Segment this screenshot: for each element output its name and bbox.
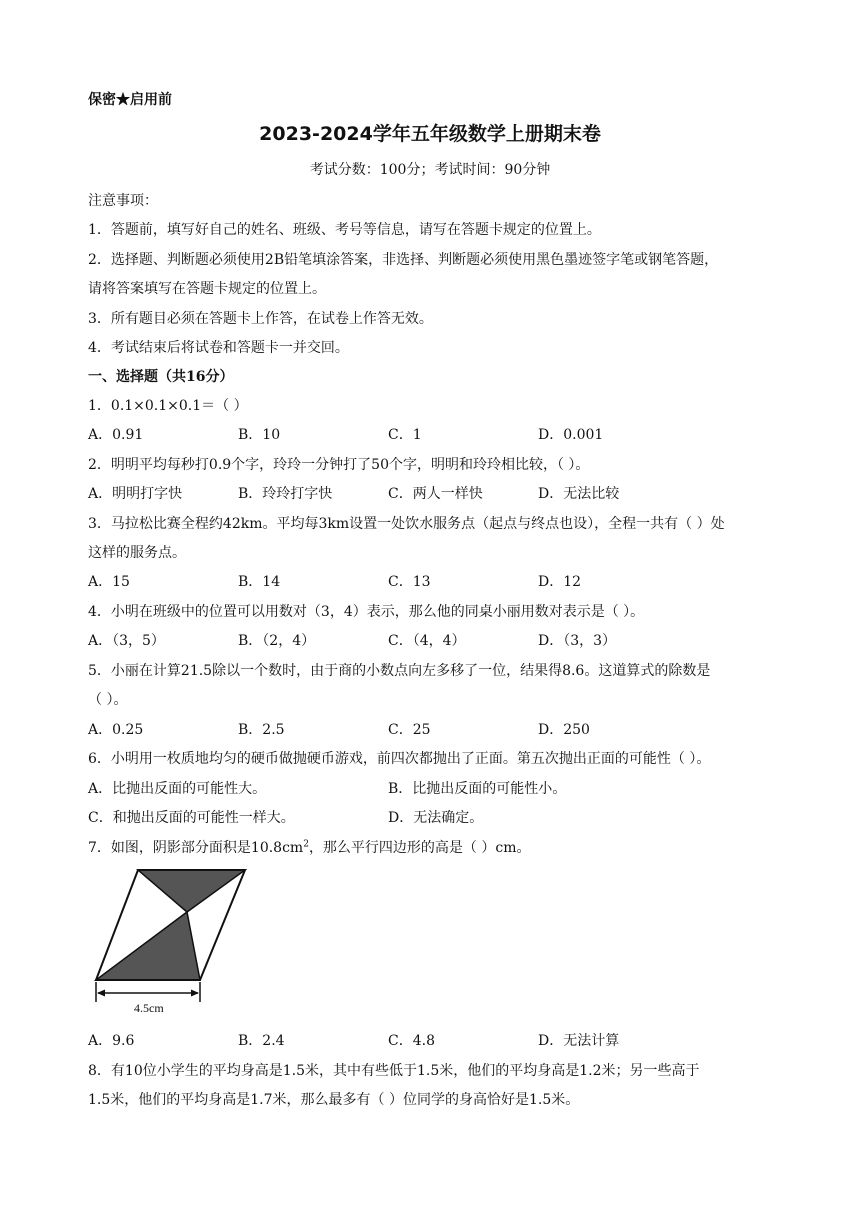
question-2-stem: 2．明明平均每秒打0.9个字，玲玲一分钟打了50个字，明明和玲玲相比较，（ ）。 [88,457,590,473]
notice-item: 4．考试结束后将试卷和答题卡一并交回。 [88,340,349,356]
q7-stem-part-a: 7．如图，阴影部分面积是10.8cm [88,840,304,856]
question-4-stem: 4．小明在班级中的位置可以用数对（3，4）表示，那么他的同桌小丽用数对表示是（ ）。 [88,604,645,620]
q4-option-b: B．（2，4） [238,633,316,649]
q7-option-b: B．2.4 [238,1033,285,1049]
q2-option-a: A．明明打字快 [88,486,183,502]
q5-option-a: A．0.25 [88,722,144,738]
q2-option-d: D．无法比较 [538,486,620,502]
q3-option-b: B．14 [238,574,281,590]
question-7-stem [88,838,531,858]
question-8-stem: 8．有10位小学生的平均身高是1.5米，其中有些低于1.5米，他们的平均身高是1.2米；另一些高于 [88,1063,700,1079]
notice-heading: 注意事项： [88,193,158,209]
q1-option-c: C．1 [388,427,422,443]
q5-option-d: D．250 [538,722,590,738]
secrecy-label: 保密★启用前 [88,92,172,108]
arrow-left-icon [97,990,105,997]
parallelogram-figure [88,866,258,1018]
q6-option-c: C．和抛出反面的可能性一样大。 [88,810,295,826]
q3-option-d: D．12 [538,574,582,590]
section-heading: 一、选择题（共16分） [88,369,234,385]
q5-option-b: B．2.5 [238,722,285,738]
q4-option-d: D．（3，3） [538,633,617,649]
notice-item: 1．答题前，填写好自己的姓名、班级、考号等信息，请写在答题卡规定的位置上。 [88,222,601,238]
notice-item: 3．所有题目必须在答题卡上作答，在试卷上作答无效。 [88,311,433,327]
notice-item: 请将答案填写在答题卡规定的位置上。 [88,281,326,297]
q3-option-a: A．15 [88,574,130,590]
q7-option-a: A．9.6 [88,1033,135,1049]
question-1-stem: 1．0.1×0.1×0.1＝（ ） [88,398,248,414]
top-shaded-triangle [138,870,245,912]
q6-option-a: A．比抛出反面的可能性大。 [88,781,267,797]
q2-option-c: C．两人一样快 [388,486,483,502]
question-5-stem-cont: （ ）。 [88,692,128,708]
q1-option-b: B．10 [238,427,281,443]
exam-subtitle: 考试分数：100分；考试时间：90分钟 [309,162,551,178]
dimension-label: 4.5cm [134,1001,164,1015]
notice-item: 2．选择题、判断题必须使用2B铅笔填涂答案，非选择、判断题必须使用黑色墨迹签字笔或钢笔答题， [88,252,719,268]
question-5-stem: 5．小丽在计算21.5除以一个数时，由于商的小数点向左多移了一位，结果得8.6。这道算式的除数是 [88,663,711,679]
exam-title: 2023-2024学年五年级数学上册期末卷 [259,123,601,145]
q6-option-d: D．无法确定。 [388,810,484,826]
question-6-stem: 6．小明用一枚质地均匀的硬币做抛硬币游戏，前四次都抛出了正面。第五次抛出正面的可能性（ ）。 [88,751,711,767]
q6-option-b: B．比抛出反面的可能性小。 [388,781,567,797]
q5-option-c: C．25 [388,722,431,738]
q1-option-d: D．0.001 [538,427,604,443]
arrow-right-icon [191,990,199,997]
question-8-stem-cont: 1.5米，他们的平均身高是1.7米，那么最多有（ ）位同学的身高恰好是1.5米。 [88,1092,580,1108]
q3-option-c: C．13 [388,574,431,590]
q7-option-c: C．4.8 [388,1033,435,1049]
q1-option-a: A．0.91 [88,427,144,443]
q2-option-b: B．玲玲打字快 [238,486,333,502]
q7-stem-superscript: 2 [303,839,309,850]
q7-option-d: D．无法计算 [538,1033,620,1049]
question-3-stem: 3．马拉松比赛全程约42km。平均每3km设置一处饮水服务点（起点与终点也设），全程一共有（ ）处 [88,516,725,532]
question-3-stem-cont: 这样的服务点。 [88,545,186,561]
q4-option-a: A．（3，5） [88,633,165,649]
q4-option-c: C．（4，4） [388,633,466,649]
q7-stem-part-b: ，那么平行四边形的高是（ ）cm。 [308,840,531,856]
bottom-shaded-triangle [96,912,200,980]
